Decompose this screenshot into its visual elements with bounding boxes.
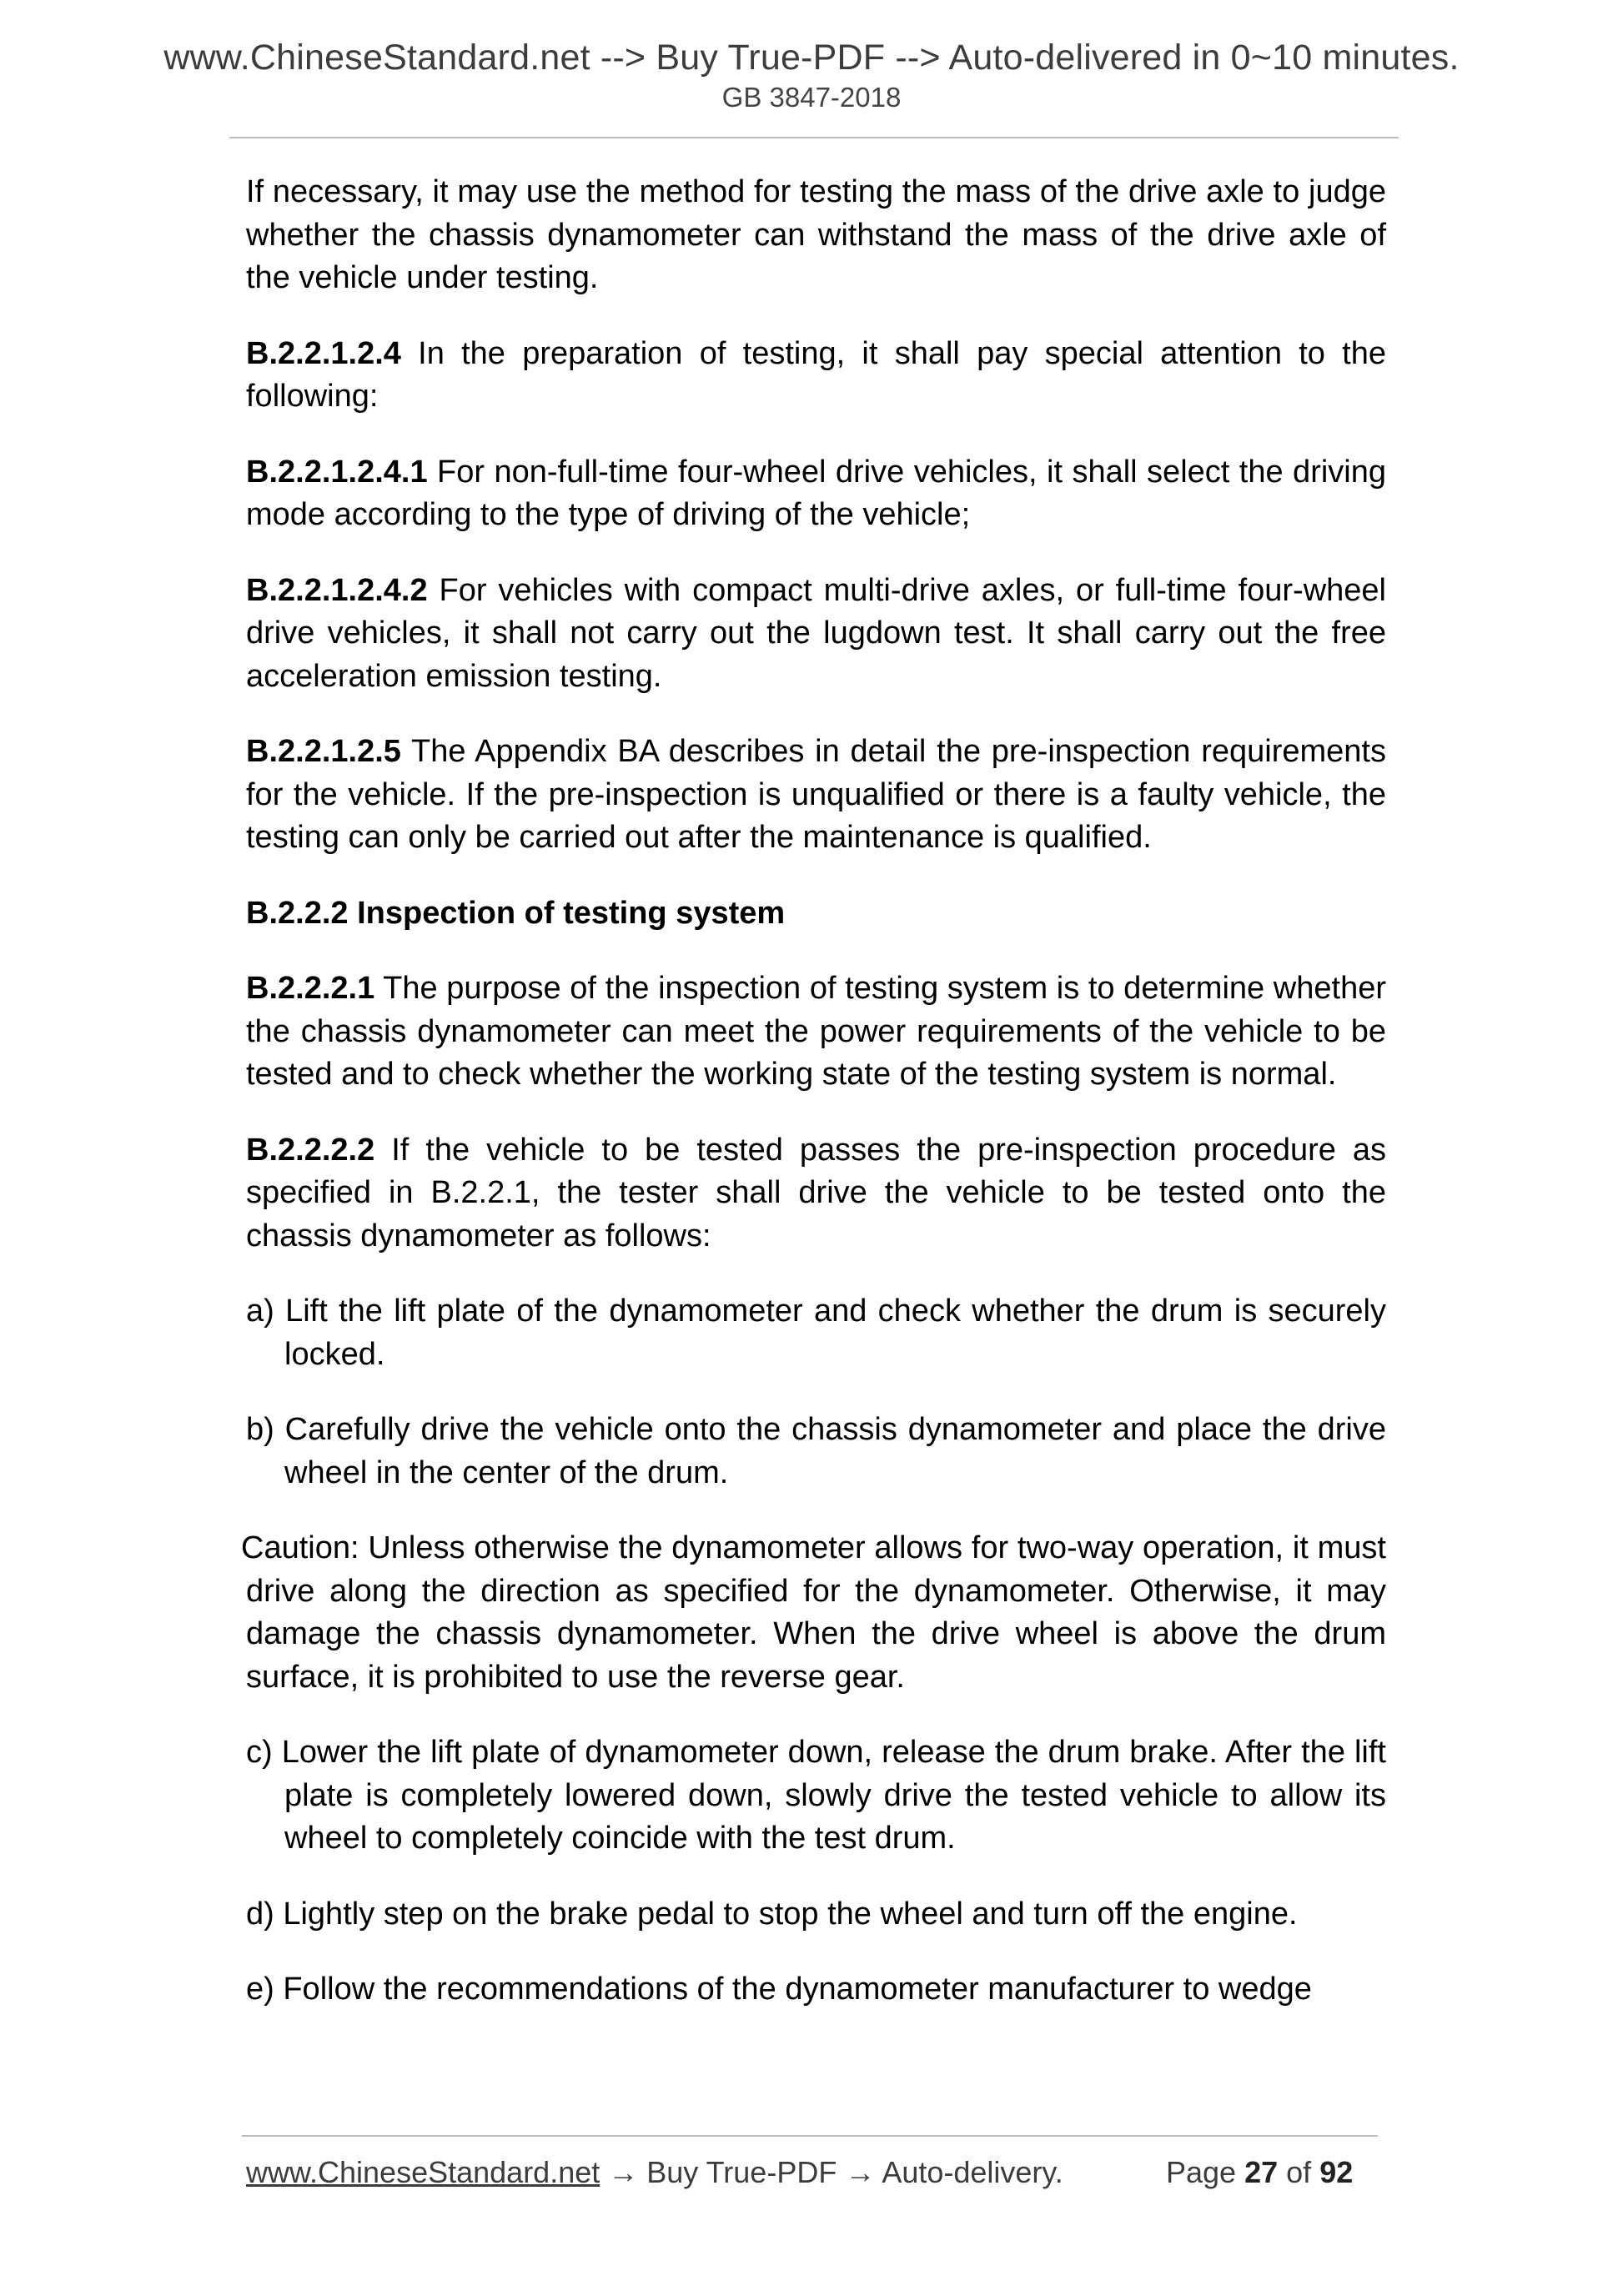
page-label: Page	[1166, 2155, 1237, 2189]
list-item-b: b) Carefully drive the vehicle onto the chassis dynamometer and place the drive wheel in the center of the drum.	[246, 1412, 1386, 1490]
standard-number: GB 3847-2018	[721, 82, 902, 113]
clause-text: For vehicles with compact multi-drive axles, or full-time four-wheel drive vehicles, it shall not carry out the lugdown test. It shall carry out the free acceleration emission testing.	[246, 572, 1386, 694]
footer-site-link[interactable]: www.ChineseStandard.net	[246, 2155, 600, 2189]
caution-note: Caution: Unless otherwise the dynamometer allows for two-way operation, it must drive along the direction as specified for the dynamometer. Otherwise, it may damage the chassis dynamometer. When the drive wheel is above the drum surface, it is prohibited to use the reverse gear.	[241, 1530, 1386, 1695]
clause-number: B.2.2.1.2.5	[246, 734, 401, 769]
clause-b221242	[246, 570, 1386, 699]
footer-divider	[242, 2135, 1378, 2137]
clause-number: B.2.2.1.2.4.2	[246, 572, 428, 608]
clause-b22124	[246, 333, 1386, 419]
list-item-c: c) Lower the lift plate of dynamometer down, release the drum brake. After the lift plate is completely lowered down, slowly drive the tested vehicle to allow its wheel to completely coincide with the test drum.	[246, 1735, 1386, 1856]
clause-text: For non-full-time four-wheel drive vehicles, it shall select the driving mode according to the type of driving of the vehicle;	[246, 454, 1386, 532]
clause-number: B.2.2.1.2.4	[246, 335, 401, 371]
list-item-a: a) Lift the lift plate of the dynamometer and check whether the drum is securely locked.	[246, 1294, 1386, 1372]
section-heading: B.2.2.2 Inspection of testing system	[246, 895, 786, 931]
page-indicator	[1166, 2155, 1354, 2189]
footer-promo	[246, 2155, 1063, 2189]
clause-text: The Appendix BA describes in detail the pre-inspection requirements for the vehicle. If the pre-inspection is unqualified or there is a faulty vehicle, the testing can only be carried out after the maintenance is qualified.	[246, 734, 1386, 855]
clause-text: The purpose of the inspection of testing system is to determine whether the chassis dynamometer can meet the power requirements of the vehicle to be tested and to check whether the working state of the testing system is normal.	[246, 971, 1386, 1092]
list-item-d: d) Lightly step on the brake pedal to stop the wheel and turn off the engine.	[246, 1896, 1298, 1932]
page-body	[241, 171, 1386, 2012]
page-number: 27	[1244, 2155, 1279, 2189]
header-banner: www.ChineseStandard.net --> Buy True-PDF --> Auto-delivered in 0~10 minutes.	[163, 38, 1460, 78]
of-label: of	[1286, 2155, 1312, 2189]
clause-b22125	[246, 731, 1386, 860]
clause-number: B.2.2.1.2.4.1	[246, 454, 428, 490]
clause-text: If the vehicle to be tested passes the pre-inspection procedure as specified in B.2.2.1, the tester shall drive the vehicle to be tested onto the chassis dynamometer as follows:	[246, 1132, 1386, 1254]
clause-b221241	[246, 451, 1386, 537]
footer-promo-text: → Buy True-PDF → Auto-delivery.	[600, 2155, 1063, 2189]
clause-b22222	[246, 1129, 1386, 1259]
list-item-e: e) Follow the recommendations of the dynamometer manufacturer to wedge	[246, 1972, 1312, 2007]
clause-b22221	[246, 967, 1386, 1097]
clause-text: In the preparation of testing, it shall pay special attention to the following:	[246, 335, 1386, 414]
header-divider	[229, 137, 1399, 138]
clause-number: B.2.2.2.1	[246, 971, 375, 1006]
total-pages: 92	[1319, 2155, 1354, 2189]
paragraph: If necessary, it may use the method for testing the mass of the drive axle to judge whether the chassis dynamometer can withstand the mass of the drive axle of the vehicle under testing.	[246, 174, 1386, 295]
clause-number: B.2.2.2.2	[246, 1132, 375, 1168]
